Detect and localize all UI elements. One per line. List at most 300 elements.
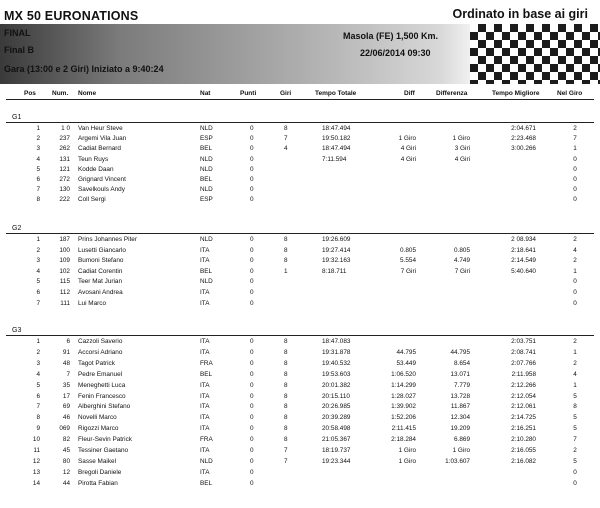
cell-punti: 0 xyxy=(250,155,254,163)
cell-pos: 7 xyxy=(36,299,40,307)
cell-pos: 4 xyxy=(36,155,40,163)
cell-nat: ITA xyxy=(200,447,210,454)
cell-pos: 2 xyxy=(36,246,40,254)
cell-diff: 0.805 xyxy=(400,246,416,254)
table-row xyxy=(0,360,600,370)
cell-name: Coll Sergi xyxy=(78,196,106,204)
cell-num: 130 xyxy=(59,186,70,194)
table-row xyxy=(0,278,600,288)
race-info: Gara (13:00 e 2 Giri) Iniziato a 9:40:24 xyxy=(4,64,164,74)
cell-punti: 0 xyxy=(250,381,254,389)
cell-tempo: 8:18.711 xyxy=(322,267,347,275)
table-row xyxy=(0,135,600,145)
cell-pos: 7 xyxy=(36,403,40,411)
cell-num: 222 xyxy=(59,196,70,204)
header-banner xyxy=(0,24,600,84)
table-row xyxy=(0,393,600,403)
cell-nelgiro: 8 xyxy=(573,403,577,411)
cell-nelgiro: 5 xyxy=(573,457,577,465)
cell-tempo: 18:47.083 xyxy=(322,338,351,345)
cell-num: 69 xyxy=(62,403,70,411)
document-title: MX 50 EURONATIONS xyxy=(4,9,139,23)
cell-num: 115 xyxy=(59,278,70,286)
cell-name: Cazzoli Saverio xyxy=(78,338,123,345)
cell-nat: NLD xyxy=(200,278,213,286)
cell-pos: 1 xyxy=(36,236,40,243)
cell-num: 82 xyxy=(62,436,70,444)
cell-giri: 8 xyxy=(284,392,288,400)
cell-nat: BEL xyxy=(200,176,213,183)
cell-num: 6 xyxy=(66,338,70,345)
cell-best: 2:18.641 xyxy=(511,246,536,254)
cell-name: Lusetti Giancarlo xyxy=(78,246,126,254)
cell-punti: 0 xyxy=(250,196,254,204)
cell-nelgiro: 0 xyxy=(573,479,577,487)
cell-best: 2:11.958 xyxy=(511,370,536,378)
table-row xyxy=(0,425,600,435)
group-divider xyxy=(6,233,594,234)
cell-diff: 5.554 xyxy=(400,257,416,265)
cell-tempo: 19:31.878 xyxy=(322,348,351,356)
cell-num: 80 xyxy=(62,457,70,465)
cell-tempo: 21:05.367 xyxy=(322,436,351,444)
cell-punti: 0 xyxy=(250,436,254,444)
cell-diff: 2:11.415 xyxy=(391,425,416,433)
cell-best: 2:03.751 xyxy=(511,338,536,345)
cell-pos: 3 xyxy=(36,359,40,367)
cell-nat: BEL xyxy=(200,145,213,153)
table-row xyxy=(0,414,600,424)
cell-diff: 7 Giri xyxy=(400,267,416,275)
cell-nelgiro: 5 xyxy=(573,414,577,422)
cell-punti: 0 xyxy=(250,447,254,454)
cell-num: 187 xyxy=(59,236,70,243)
cell-giri: 1 xyxy=(284,267,288,275)
header-divider xyxy=(6,99,594,100)
cell-nelgiro: 0 xyxy=(573,176,577,183)
cell-best: 2:04.671 xyxy=(511,125,536,132)
table-row xyxy=(0,436,600,446)
table-row xyxy=(0,469,600,479)
group-label: G2 xyxy=(12,225,22,232)
cell-giri: 8 xyxy=(284,359,288,367)
cell-pos: 9 xyxy=(36,425,40,433)
cell-nat: ITA xyxy=(200,468,210,476)
cell-pos: 7 xyxy=(36,186,40,194)
cell-punti: 0 xyxy=(250,246,254,254)
cell-diff2: 13.071 xyxy=(450,370,470,378)
cell-nelgiro: 0 xyxy=(573,278,577,286)
cell-nat: ITA xyxy=(200,392,210,400)
cell-pos: 5 xyxy=(36,278,40,286)
cell-nelgiro: 5 xyxy=(573,392,577,400)
cell-best: 2:07.766 xyxy=(511,359,536,367)
cell-num: 91 xyxy=(62,348,70,356)
table-row xyxy=(0,186,600,196)
cell-pos: 12 xyxy=(32,457,40,465)
cell-punti: 0 xyxy=(250,479,254,487)
cell-best: 2:16.251 xyxy=(511,425,536,433)
cell-diff2: 6.869 xyxy=(454,436,470,444)
table-row xyxy=(0,196,600,206)
cell-punti: 0 xyxy=(250,257,254,265)
cell-name: Teer Mat Jurian xyxy=(78,278,123,286)
cell-pos: 3 xyxy=(36,257,40,265)
table-row xyxy=(0,403,600,413)
cell-tempo: 7:11.594 xyxy=(322,155,347,163)
cell-giri: 8 xyxy=(284,370,288,378)
col-differenza: Differenza xyxy=(436,90,468,97)
cell-punti: 0 xyxy=(250,135,254,143)
cell-name: Cadiat Bernard xyxy=(78,145,121,153)
cell-tempo: 20:39.289 xyxy=(322,414,351,422)
cell-num: 35 xyxy=(62,381,70,389)
cell-num: 1 0 xyxy=(61,125,70,132)
cell-nelgiro: 7 xyxy=(573,135,577,143)
cell-tempo: 18:47.494 xyxy=(322,145,351,153)
table-row xyxy=(0,447,600,457)
cell-pos: 1 xyxy=(36,125,40,132)
cell-num: 109 xyxy=(59,257,70,265)
table-row xyxy=(0,268,600,278)
cell-nelgiro: 0 xyxy=(573,468,577,476)
cell-nelgiro: 1 xyxy=(573,348,577,356)
col-name: Nome xyxy=(78,90,97,97)
cell-name: Tessiner Gaetano xyxy=(78,447,129,454)
cell-num: 100 xyxy=(59,246,70,254)
cell-punti: 0 xyxy=(250,338,254,345)
cell-num: 17 xyxy=(62,392,70,400)
cell-diff2: 12.304 xyxy=(450,414,470,422)
cell-num: 7 xyxy=(66,370,70,378)
cell-num: 272 xyxy=(59,176,70,183)
col-punti: Punti xyxy=(240,90,257,97)
cell-pos: 8 xyxy=(36,414,40,422)
cell-pos: 3 xyxy=(36,145,40,153)
cell-giri: 8 xyxy=(284,436,288,444)
cell-pos: 13 xyxy=(32,468,40,476)
cell-diff2: 3 Giri xyxy=(454,145,470,153)
cell-diff2: 19.209 xyxy=(450,425,470,433)
cell-name: Accorsi Adriano xyxy=(78,348,123,356)
cell-punti: 0 xyxy=(250,414,254,422)
cell-punti: 0 xyxy=(250,299,254,307)
cell-punti: 0 xyxy=(250,370,254,378)
cell-nat: ITA xyxy=(200,425,210,433)
race-label: Final B xyxy=(4,45,35,55)
cell-nat: NLD xyxy=(200,457,213,465)
cell-nelgiro: 4 xyxy=(573,246,577,254)
cell-diff2: 1 Giro xyxy=(452,135,470,143)
cell-giri: 8 xyxy=(284,236,288,243)
cell-punti: 0 xyxy=(250,186,254,194)
group-label: G1 xyxy=(12,114,22,121)
cell-nelgiro: 0 xyxy=(573,155,577,163)
cell-name: Alberghini Stefano xyxy=(78,403,131,411)
cell-nelgiro: 0 xyxy=(573,196,577,204)
cell-num: 131 xyxy=(59,155,70,163)
cell-num: 069 xyxy=(59,425,70,433)
cell-name: Novelli Marco xyxy=(78,414,117,422)
table-row xyxy=(0,480,600,490)
cell-tempo: 18:19.737 xyxy=(322,447,351,454)
cell-best: 2:12.266 xyxy=(511,381,536,389)
cell-diff: 44.795 xyxy=(396,348,416,356)
cell-punti: 0 xyxy=(250,267,254,275)
cell-giri: 8 xyxy=(284,414,288,422)
cell-tempo: 19:40.532 xyxy=(322,359,351,367)
col-diff: Diff xyxy=(404,90,415,97)
cell-name: Van Heur Steve xyxy=(78,125,123,132)
table-row xyxy=(0,289,600,299)
cell-diff2: 11.867 xyxy=(450,403,470,411)
cell-nat: ITA xyxy=(200,257,210,265)
cell-nelgiro: 7 xyxy=(573,436,577,444)
cell-diff: 1 Giro xyxy=(398,447,416,454)
cell-name: Tagot Patrick xyxy=(78,359,115,367)
cell-diff2: 0.805 xyxy=(454,246,470,254)
cell-punti: 0 xyxy=(250,403,254,411)
cell-nat: ITA xyxy=(200,348,210,356)
cell-diff2: 8.654 xyxy=(454,359,470,367)
cell-nelgiro: 2 xyxy=(573,338,577,345)
cell-nat: FRA xyxy=(200,359,213,367)
group-label: G3 xyxy=(12,327,22,334)
cell-num: 102 xyxy=(59,267,70,275)
table-row xyxy=(0,349,600,359)
cell-best: 2:08.741 xyxy=(511,348,536,356)
table-row xyxy=(0,125,600,135)
cell-tempo: 19:23.344 xyxy=(322,457,351,465)
cell-name: Avosani Andrea xyxy=(78,289,123,296)
cell-punti: 0 xyxy=(250,392,254,400)
cell-num: 12 xyxy=(62,468,70,476)
cell-pos: 6 xyxy=(36,392,40,400)
table-row xyxy=(0,166,600,176)
cell-nat: FRA xyxy=(200,436,213,444)
cell-diff: 1:06.520 xyxy=(391,370,416,378)
cell-nat: NLD xyxy=(200,236,213,243)
col-num: Num. xyxy=(52,90,69,97)
cell-name: Savelkouls Andy xyxy=(78,186,125,194)
cell-name: Kodde Daan xyxy=(78,165,114,173)
cell-tempo: 19:53.603 xyxy=(322,370,351,378)
col-nat: Nat xyxy=(200,90,211,97)
cell-name: Fenin Francesco xyxy=(78,392,126,400)
cell-nelgiro: 2 xyxy=(573,125,577,132)
cell-diff2: 44.795 xyxy=(450,348,470,356)
cell-punti: 0 xyxy=(250,145,254,153)
cell-punti: 0 xyxy=(250,236,254,243)
cell-best: 2:16.055 xyxy=(511,447,536,454)
cell-giri: 8 xyxy=(284,425,288,433)
cell-name: Bregoli Daniele xyxy=(78,468,122,476)
cell-pos: 5 xyxy=(36,165,40,173)
cell-best: 2:14.725 xyxy=(511,414,536,422)
cell-name: Lui Marco xyxy=(78,299,107,307)
cell-diff2: 1:03.607 xyxy=(445,457,470,465)
cell-pos: 10 xyxy=(32,436,40,444)
cell-pos: 8 xyxy=(36,196,40,204)
cell-num: 262 xyxy=(59,145,70,153)
table-row xyxy=(0,156,600,166)
col-tempo-migliore: Tempo Migliore xyxy=(492,90,540,97)
group-divider xyxy=(6,335,594,336)
table-row xyxy=(0,300,600,310)
cell-diff: 1:14.299 xyxy=(391,381,416,389)
cell-best: 2:10.280 xyxy=(511,436,536,444)
cell-nat: NLD xyxy=(200,155,213,163)
date-time-label: 22/06/2014 09:30 xyxy=(360,48,431,58)
cell-nat: ITA xyxy=(200,403,210,411)
cell-tempo: 19:50.182 xyxy=(322,135,351,143)
cell-num: 44 xyxy=(62,479,70,487)
cell-best: 3:00.266 xyxy=(511,145,536,153)
cell-best: 2:16.082 xyxy=(511,457,536,465)
cell-nat: ITA xyxy=(200,381,210,389)
cell-num: 121 xyxy=(59,165,70,173)
cell-diff2: 4 Giri xyxy=(454,155,470,163)
cell-name: Teun Ruys xyxy=(78,155,109,163)
cell-nelgiro: 1 xyxy=(573,267,577,275)
cell-giri: 7 xyxy=(284,135,288,143)
cell-nat: NLD xyxy=(200,165,213,173)
cell-nelgiro: 0 xyxy=(573,289,577,296)
cell-name: Argemi Vila Juan xyxy=(78,135,127,143)
cell-nelgiro: 0 xyxy=(573,186,577,194)
cell-punti: 0 xyxy=(250,289,254,296)
cell-diff: 1 Giro xyxy=(398,135,416,143)
table-row xyxy=(0,382,600,392)
location-label: Masola (FE) 1,500 Km. xyxy=(343,31,439,41)
cell-nelgiro: 1 xyxy=(573,145,577,153)
cell-nelgiro: 2 xyxy=(573,447,577,454)
cell-giri: 7 xyxy=(284,457,288,465)
cell-diff: 2:18.284 xyxy=(391,436,416,444)
cell-giri: 8 xyxy=(284,257,288,265)
cell-giri: 7 xyxy=(284,447,288,454)
cell-best: 5:40.640 xyxy=(511,267,536,275)
cell-nat: ITA xyxy=(200,299,210,307)
cell-tempo: 20:58.498 xyxy=(322,425,351,433)
cell-pos: 6 xyxy=(36,176,40,183)
cell-diff: 4 Giri xyxy=(400,145,416,153)
cell-best: 2:12.061 xyxy=(511,403,536,411)
session-label: FINAL xyxy=(4,28,31,38)
cell-punti: 0 xyxy=(250,165,254,173)
cell-nelgiro: 2 xyxy=(573,236,577,243)
cell-nat: ITA xyxy=(200,246,210,254)
cell-giri: 8 xyxy=(284,348,288,356)
cell-num: 237 xyxy=(59,135,70,143)
table-row xyxy=(0,257,600,267)
checkered-flag-icon xyxy=(470,24,600,84)
cell-nelgiro: 1 xyxy=(573,381,577,389)
col-nel-giro: Nel Giro xyxy=(557,90,583,97)
table-row xyxy=(0,458,600,468)
col-pos: Pos xyxy=(24,90,36,97)
cell-name: Cadiat Corentin xyxy=(78,267,123,275)
cell-punti: 0 xyxy=(250,176,254,183)
table-row xyxy=(0,145,600,155)
cell-pos: 6 xyxy=(36,289,40,296)
cell-nat: BEL xyxy=(200,479,213,487)
cell-pos: 14 xyxy=(32,479,40,487)
cell-nelgiro: 5 xyxy=(573,425,577,433)
cell-nelgiro: 4 xyxy=(573,370,577,378)
cell-name: Bumoni Stefano xyxy=(78,257,124,265)
cell-punti: 0 xyxy=(250,457,254,465)
cell-giri: 8 xyxy=(284,403,288,411)
cell-name: Meneghetti Luca xyxy=(78,381,126,389)
cell-nelgiro: 0 xyxy=(573,165,577,173)
cell-name: Fleur-Sevin Patrick xyxy=(78,436,132,444)
cell-tempo: 19:26.609 xyxy=(322,236,351,243)
cell-diff: 4 Giri xyxy=(400,155,416,163)
cell-diff: 1:28.027 xyxy=(391,392,416,400)
cell-giri: 8 xyxy=(284,338,288,345)
cell-name: Sasse Maikel xyxy=(78,457,117,465)
cell-nat: ITA xyxy=(200,414,210,422)
cell-nat: NLD xyxy=(200,186,213,194)
cell-diff: 53.449 xyxy=(396,359,416,367)
cell-tempo: 20:15.110 xyxy=(322,392,350,400)
cell-punti: 0 xyxy=(250,359,254,367)
sort-order-label: Ordinato in base ai giri xyxy=(452,7,588,21)
cell-num: 45 xyxy=(62,447,70,454)
table-row xyxy=(0,236,600,246)
cell-punti: 0 xyxy=(250,468,254,476)
group-divider xyxy=(6,122,594,123)
cell-tempo: 18:47.494 xyxy=(322,125,351,132)
cell-pos: 5 xyxy=(36,381,40,389)
cell-diff: 1:39.902 xyxy=(391,403,416,411)
cell-name: Pedre Emanuel xyxy=(78,370,123,378)
table-row xyxy=(0,247,600,257)
cell-nat: ESP xyxy=(200,196,213,204)
cell-diff2: 7 Giri xyxy=(454,267,470,275)
cell-tempo: 19:32.163 xyxy=(322,257,351,265)
cell-giri: 8 xyxy=(284,381,288,389)
cell-name: Pirotta Fabian xyxy=(78,479,118,487)
cell-nat: BEL xyxy=(200,370,213,378)
cell-punti: 0 xyxy=(250,125,254,132)
cell-nelgiro: 0 xyxy=(573,299,577,307)
cell-best: 2:12.054 xyxy=(511,392,536,400)
table-row xyxy=(0,371,600,381)
cell-nat: ESP xyxy=(200,135,213,143)
cell-tempo: 20:01.382 xyxy=(322,381,351,389)
cell-tempo: 19:27.414 xyxy=(322,246,351,254)
cell-nat: BEL xyxy=(200,267,213,275)
cell-diff: 1:52.206 xyxy=(391,414,416,422)
cell-nelgiro: 2 xyxy=(573,359,577,367)
cell-giri: 4 xyxy=(284,145,288,153)
cell-num: 48 xyxy=(62,359,70,367)
cell-nat: NLD xyxy=(200,125,213,132)
cell-nat: ITA xyxy=(200,338,210,345)
cell-giri: 8 xyxy=(284,125,288,132)
cell-nat: ITA xyxy=(200,289,210,296)
cell-num: 112 xyxy=(59,289,70,296)
cell-pos: 1 xyxy=(36,338,40,345)
cell-num: 46 xyxy=(62,414,70,422)
cell-punti: 0 xyxy=(250,425,254,433)
cell-tempo: 20:26.985 xyxy=(322,403,351,411)
table-row xyxy=(0,176,600,186)
cell-name: Prins Johannes Piter xyxy=(78,236,137,243)
table-row xyxy=(0,338,600,348)
